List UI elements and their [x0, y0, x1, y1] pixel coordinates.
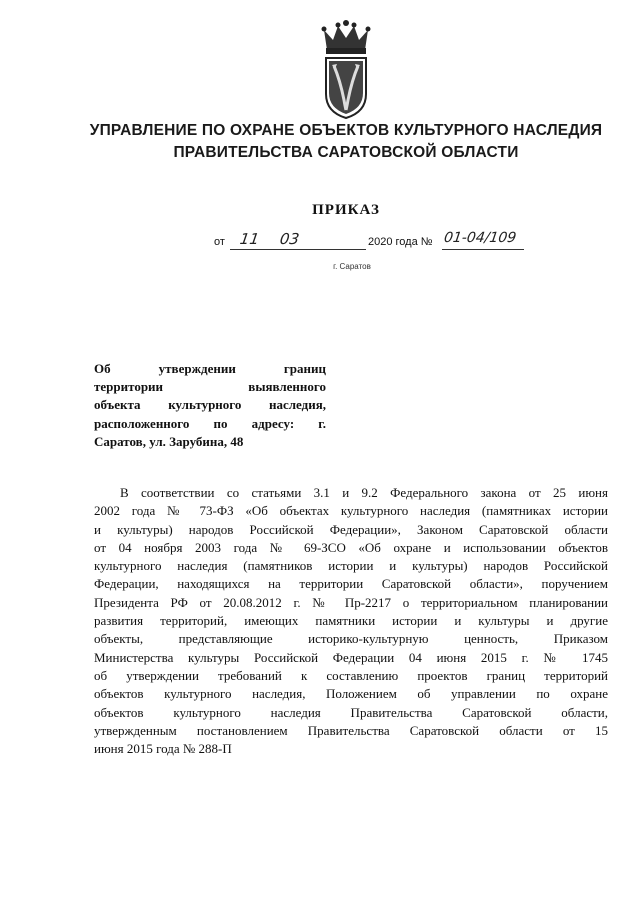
body-line: от 04 ноября 2003 года № 69-ЗСО «Об охране и использовании объектов: [94, 539, 608, 555]
body-line: культурного наследия (памятников истории и культуры) народов Российской: [94, 558, 608, 574]
number-underline: [442, 249, 524, 250]
date-underline: [230, 249, 366, 250]
body-line: 2002 года № 73-ФЗ «Об объектах культурного наследия (памятниках истории: [94, 503, 608, 519]
order-body-text: [94, 484, 608, 758]
body-line: объектов культурного наследия, Положением об управлении по охране: [94, 686, 608, 702]
body-line: Федерации, находящихся на территории Саратовской области», поручением: [94, 576, 608, 592]
document-title: ПРИКАЗ: [312, 202, 380, 218]
body-line: развития территорий, имеющих памятники истории и культуры и другие: [94, 613, 608, 629]
date-day-handwritten: 11: [238, 230, 261, 248]
body-line: Президента РФ от 20.08.2012 г. № Пр-2217 о территориальном планировании: [94, 594, 608, 610]
subject-line: территории выявленного: [94, 379, 326, 395]
saratov-coat-of-arms-icon: [318, 20, 374, 120]
organization-name-line2: ПРАВИТЕЛЬСТВА САРАТОВСКОЙ ОБЛАСТИ: [173, 144, 519, 161]
date-prefix: от: [214, 236, 225, 248]
organization-name-line1: УПРАВЛЕНИЕ ПО ОХРАНЕ ОБЪЕКТОВ КУЛЬТУРНОГО НАСЛЕДИЯ: [89, 122, 603, 139]
year-and-number-label: 2020 года №: [368, 236, 433, 248]
order-date-number-line: [214, 232, 534, 254]
subject-line: Об утверждении границ: [94, 361, 326, 376]
subject-line: расположенного по адресу: г.: [94, 415, 326, 431]
order-number-handwritten: 01-04/109: [442, 230, 518, 246]
order-subject: [94, 360, 326, 451]
subject-line: объекта культурного наследия,: [94, 397, 326, 413]
date-month-handwritten: 03: [278, 230, 301, 248]
city-label: г. Саратов: [333, 262, 371, 271]
body-line: объекты, представляющие историко-культурную ценность, Приказом: [94, 631, 608, 647]
body-line: Министерства культуры Российской Федерации 04 июня 2015 г. № 1745: [94, 649, 608, 665]
body-line: объектов культурного наследия Правительства Саратовской области,: [94, 704, 608, 720]
subject-line: Саратов, ул. Зарубина, 48: [94, 433, 244, 449]
body-line: об утверждении требований к составлению проектов границ территорий: [94, 667, 608, 683]
body-line: июня 2015 года № 288-П: [94, 741, 232, 757]
body-line: и культуры) народов Российской Федерации», Законом Саратовской области: [94, 521, 608, 537]
body-line: утвержденным постановлением Правительства Саратовской области от 15: [94, 722, 608, 738]
body-line: В соответствии со статьями 3.1 и 9.2 Федерального закона от 25 июня: [120, 485, 608, 500]
